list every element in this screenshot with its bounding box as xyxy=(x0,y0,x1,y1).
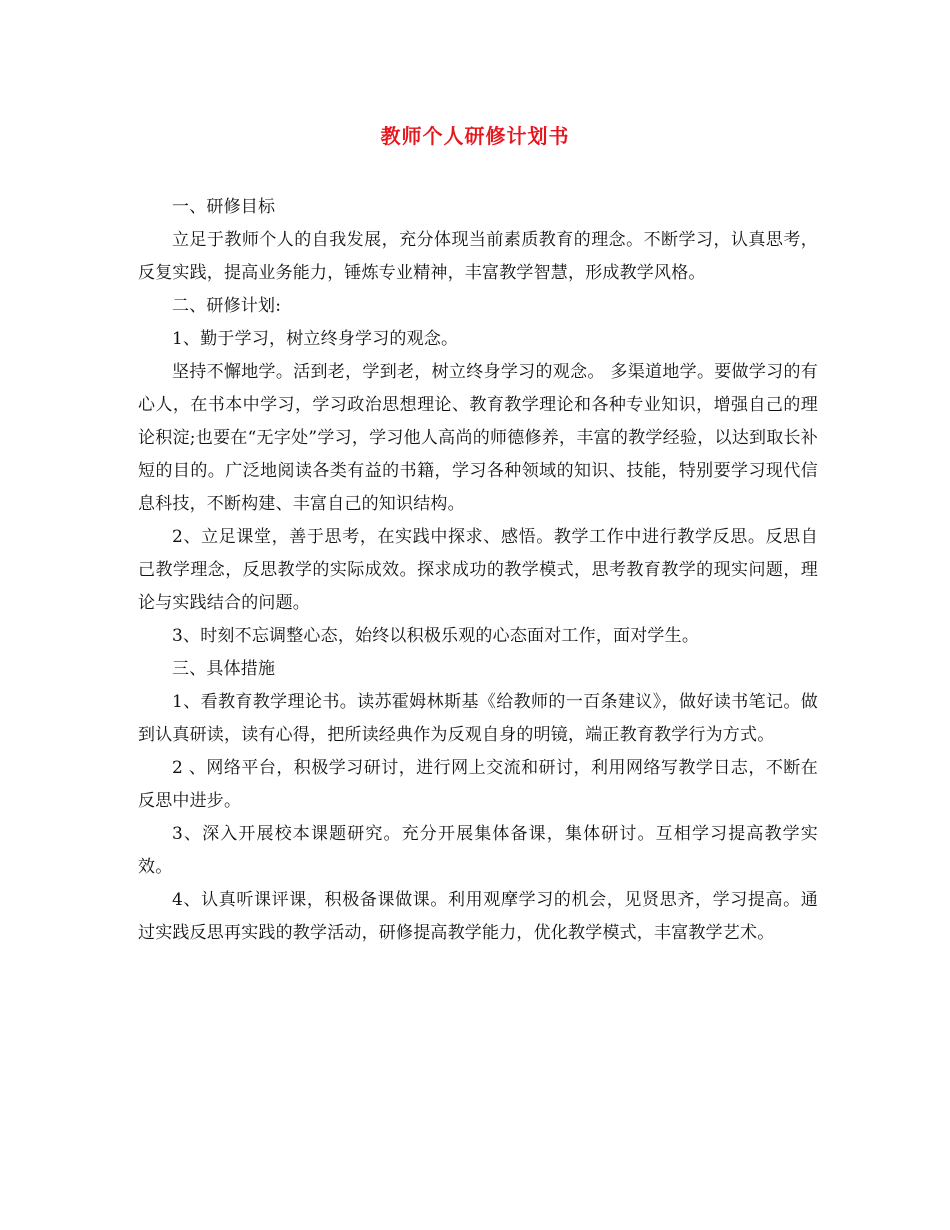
plan-item-2: 2、立足课堂，善于思考，在实践中探求、感悟。教学工作中进行教学反思。反思自己教学理念，反思教学的实际成效。探求成功的教学模式，思考教育教学的现实问题，理论与实践结合的问题。 xyxy=(138,527,818,613)
section-heading-plan: 二、研修计划: xyxy=(172,296,282,316)
measure-item-2: 2 、网络平台，积极学习研讨，进行网上交流和研讨，利用网络写教学日志，不断在反思中进步。 xyxy=(138,758,818,811)
document-body xyxy=(138,191,818,950)
measure-item-3: 3、深入开展校本课题研究。充分开展集体备课，集体研讨。互相学习提高教学实效。 xyxy=(138,824,818,877)
measure-item-1: 1、看教育教学理论书。读苏霍姆林斯基《给教师的一百条建议》，做好读书笔记。做到认真研读，读有心得，把所读经典作为反观自身的明镜，端正教育教学行为方式。 xyxy=(138,692,818,745)
paragraph-goals: 立足于教师个人的自我发展，充分体现当前素质教育的理念。不断学习，认真思考，反复实践，提高业务能力，锤炼专业精神，丰富教学智慧，形成教学风格。 xyxy=(138,230,818,283)
document-title: 教师个人研修计划书 xyxy=(380,124,570,148)
plan-item-1: 1、勤于学习，树立终身学习的观念。 xyxy=(172,329,459,349)
section-heading-measures: 三、具体措施 xyxy=(172,659,276,679)
measure-item-4: 4、认真听课评课，积极备课做课。利用观摩学习的机会，见贤思齐，学习提高。通过实践反思再实践的教学活动，研修提高教学能力，优化教学模式，丰富教学艺术。 xyxy=(138,890,818,943)
section-heading-goals: 一、研修目标 xyxy=(172,197,276,217)
plan-item-3: 3、时刻不忘调整心态，始终以积极乐观的心态面对工作，面对学生。 xyxy=(172,626,700,646)
paragraph-plan-1-detail: 坚持不懈地学。活到老，学到老，树立终身学习的观念。 多渠道地学。要做学习的有心人，在书本中学习，学习政治思想理论、教育教学理论和各种专业知识，增强自己的理论积淀;也要在“无字处”学习，学习他人高尚的师德修养，丰富的教学经验，以达到取长补短的目的。广泛地阅读各类有益的书籍，学习各种领域的知识、技能，特别要学习现代信息科技，不断构建、丰富自己的知识结构。 xyxy=(138,362,818,514)
